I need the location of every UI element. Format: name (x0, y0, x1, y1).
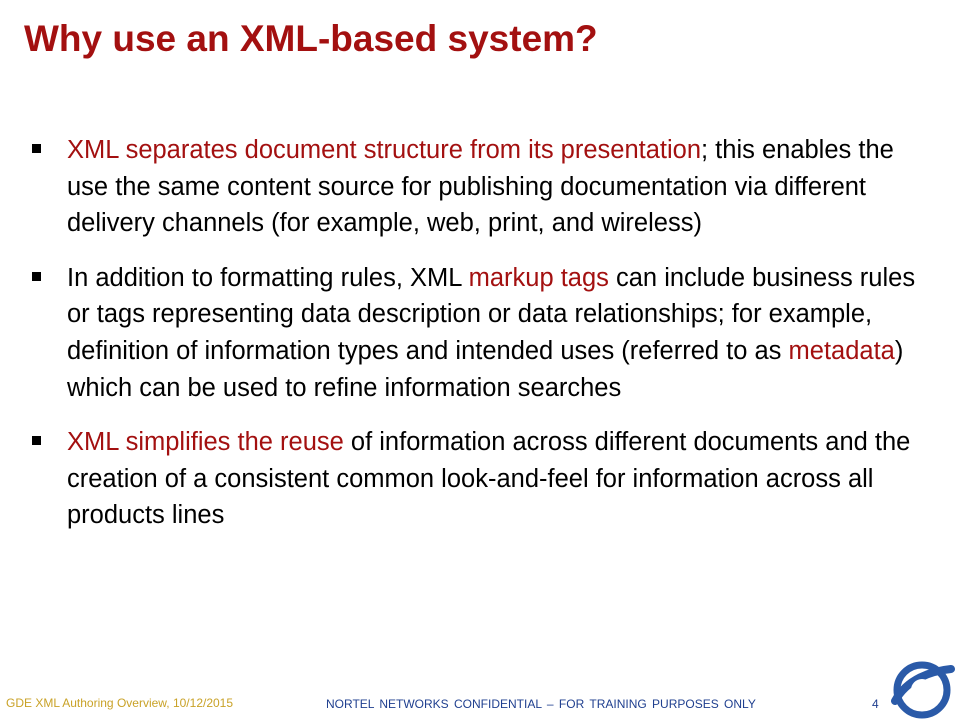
highlighted-phrase: markup tags (468, 263, 609, 292)
nortel-globe-logo-icon (889, 657, 955, 720)
bullet-text (67, 428, 910, 529)
body-text: ) which can be used to refine information searches (67, 336, 904, 402)
body-text: can include business rules or tags representing data description or data relationships; for example, definition of information types and intended uses (referred to as (67, 263, 916, 365)
bullet-list (32, 132, 922, 552)
bullet-item (32, 132, 922, 242)
square-bullet-icon (32, 144, 41, 153)
square-bullet-icon (32, 272, 41, 281)
highlighted-phrase: metadata (788, 336, 895, 365)
page-number: 4 (872, 697, 879, 711)
bullet-text (67, 136, 894, 237)
body-text: ; this enables the use the same content source for publishing documentation via different delivery channels (for example, web, print, and wireless) (67, 136, 894, 238)
bullet-text (67, 264, 915, 402)
slide-title: Why use an XML-based system? (24, 18, 598, 59)
body-text: In addition to formatting rules, XML (67, 263, 469, 292)
highlighted-phrase: XML separates document structure from its presentation (67, 136, 702, 164)
body-text: of information across different documents and the creation of a consistent common look-and-feel for information across all products lines (67, 428, 911, 530)
footer-document-title: GDE XML Authoring Overview, 10/12/2015 (6, 697, 234, 710)
bullet-item (32, 424, 922, 534)
footer-confidential-notice: NORTEL NETWORKS CONFIDENTIAL – FOR TRAINING PURPOSES ONLY (326, 697, 756, 711)
highlighted-phrase: XML simplifies the reuse (67, 428, 344, 457)
square-bullet-icon (32, 436, 41, 445)
bullet-item (32, 260, 922, 406)
